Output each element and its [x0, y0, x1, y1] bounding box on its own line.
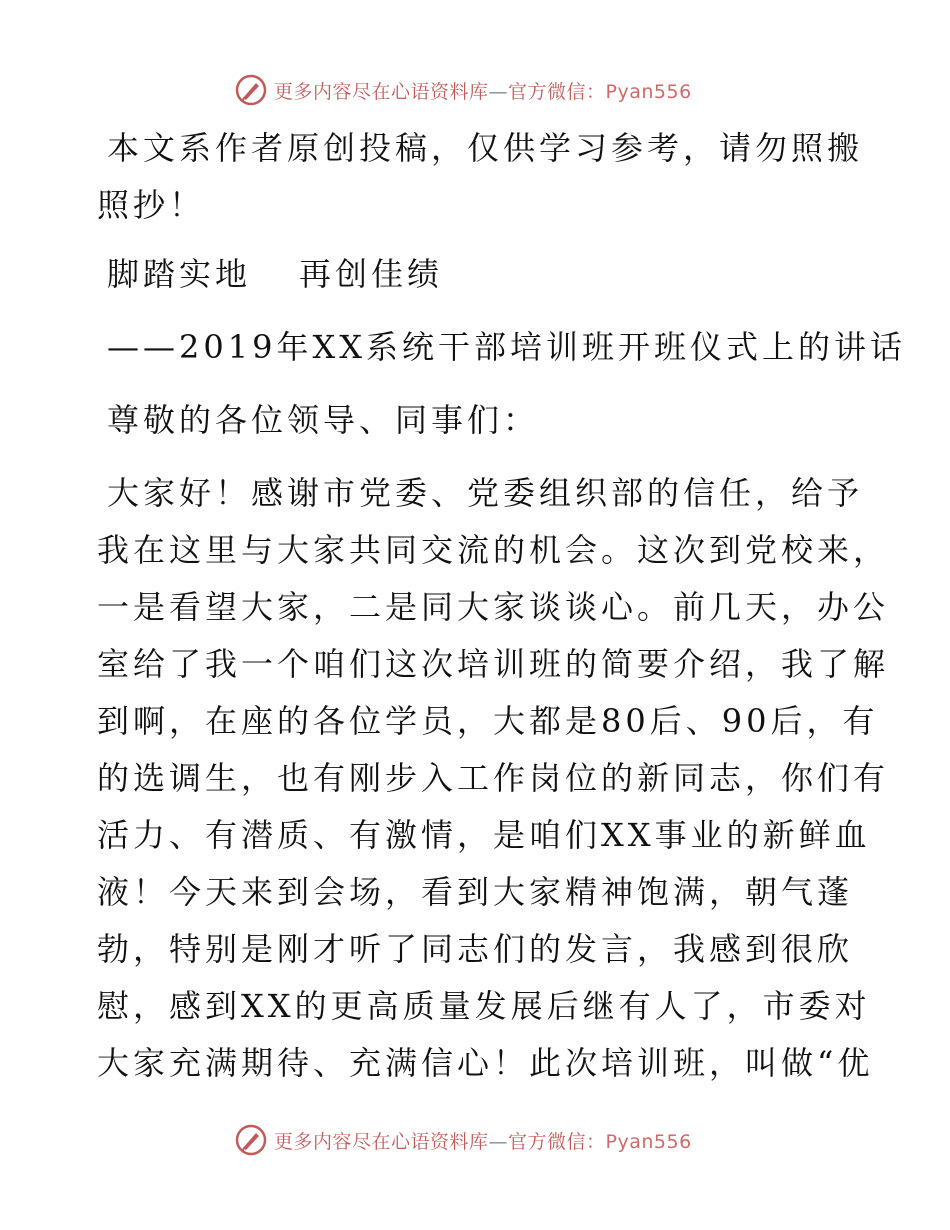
body-line: 慰，感到XX的更高质量发展后继有人了，市委对: [97, 987, 871, 1025]
quill-pen-circle-icon: [234, 73, 268, 107]
body-line: 勃，特别是刚才听了同志们的发言，我感到很欣: [97, 930, 854, 968]
body-line: 的选调生，也有刚步入工作岗位的新同志，你们有: [97, 759, 890, 797]
document-content: [97, 120, 907, 1108]
body-paragraph: [97, 465, 890, 1092]
watermark-main-text: 更多内容尽在心语资料库: [274, 80, 489, 103]
watermark-id: Pyan556: [605, 1130, 692, 1153]
notice-line: 照抄！: [97, 186, 206, 224]
body-line: 大家好！感谢市党委、党委组织部的信任，给予: [107, 474, 864, 512]
quill-pen-circle-icon: [234, 1123, 268, 1157]
document-subtitle: ——2019年XX系统干部培训班开班仪式上的讲话: [107, 328, 907, 366]
document-title: [97, 246, 857, 303]
watermark-label: 官方微信：: [508, 80, 606, 103]
footer-watermark: [234, 1120, 692, 1160]
body-line: 液！今天来到会场，看到大家精神饱满，朝气蓬: [97, 873, 854, 911]
body-line: 到啊，在座的各位学员，大都是80后、90后，有: [97, 702, 879, 740]
title-part-2: 再创佳绩: [299, 255, 444, 293]
salutation: 尊敬的各位领导、同事们：: [107, 401, 540, 439]
title-part-1: 脚踏实地: [107, 255, 252, 293]
watermark-id: Pyan556: [605, 80, 692, 103]
notice-line: 本文系作者原创投稿，仅供学习参考，请勿照搬: [107, 129, 864, 167]
watermark-label: 官方微信：: [508, 1130, 606, 1153]
watermark-dash: —: [488, 80, 509, 103]
body-line: 活力、有潜质、有激情，是咱们XX事业的新鲜血: [97, 816, 871, 854]
body-line: 一是看望大家，二是同大家谈谈心。前几天，办公: [97, 588, 890, 626]
notice-paragraph: [97, 120, 864, 234]
body-line: 我在这里与大家共同交流的机会。这次到党校来，: [97, 531, 890, 569]
body-line: 大家充满期待、充满信心！此次培训班，叫做“优: [97, 1044, 874, 1082]
watermark-main-text: 更多内容尽在心语资料库: [274, 1130, 489, 1153]
watermark-dash: —: [488, 1130, 509, 1153]
header-watermark: [234, 70, 692, 110]
body-line: 室给了我一个咱们这次培训班的简要介绍，我了解: [97, 645, 890, 683]
